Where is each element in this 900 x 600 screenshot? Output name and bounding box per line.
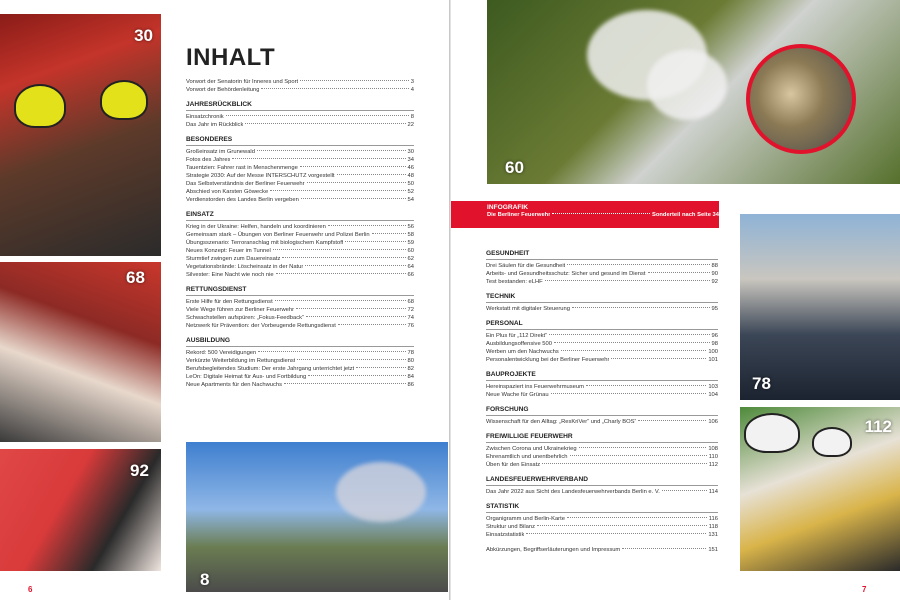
entry-page: 112 [708, 462, 718, 468]
dot-leader [307, 182, 406, 183]
toc-section [186, 136, 414, 204]
entry-title: Wissenschaft für den Alltag: „ResKriVer“ und „Charly BOS“ [486, 419, 637, 425]
section-heading: FORSCHUNG [486, 406, 718, 416]
entry-page: 8 [410, 114, 414, 120]
entry-title: Arbeits- und Gesundheitsschutz: Sicher und gesund im Dienst [486, 271, 646, 277]
dot-leader [270, 190, 405, 191]
photo-resuscitation-training [0, 262, 161, 442]
dot-leader [638, 420, 706, 421]
toc-section [486, 406, 718, 426]
dot-leader [554, 342, 710, 343]
dot-leader [273, 249, 406, 250]
dot-leader [232, 158, 405, 159]
section-heading: GESUNDHEIT [486, 250, 718, 260]
toc-entry[interactable] [486, 461, 718, 469]
entry-title: Neue Apartments für den Nachwuchs [186, 382, 283, 388]
entry-page: 4 [410, 87, 414, 93]
entry-page: 95 [711, 306, 718, 312]
entry-page: 46 [407, 165, 414, 171]
dot-leader [572, 307, 710, 308]
entry-title: Netzwerk für Prävention: der Vorbeugende Rettungsdienst [186, 323, 336, 329]
dot-leader [297, 359, 405, 360]
toc-section [186, 337, 414, 389]
photo-page-number: 8 [200, 570, 210, 589]
entry-page: 52 [407, 189, 414, 195]
entry-title: Werben um den Nachwuchs [486, 349, 559, 355]
entry-title: Silvester: Eine Nacht wie noch nie [186, 272, 274, 278]
entry-title: Neues Konzept: Feuer im Tunnel [186, 248, 271, 254]
dot-leader [245, 123, 405, 124]
dot-leader [662, 490, 707, 491]
dot-leader [552, 213, 650, 214]
photo-page-number: 92 [130, 461, 149, 480]
toc-entry[interactable] [186, 247, 414, 255]
toc-entry[interactable] [486, 348, 718, 356]
toc-entry[interactable] [186, 271, 414, 279]
dot-leader [537, 525, 707, 526]
entry-title: Abschied von Karsten Göwecke [186, 189, 269, 195]
dot-leader [284, 383, 406, 384]
photo-panel-discussion [0, 449, 161, 571]
dot-leader [561, 350, 707, 351]
entry-title: Erste Hilfe für den Rettungsdienst [186, 299, 273, 305]
entry-page: 3 [410, 79, 414, 85]
entry-page: 72 [407, 307, 414, 313]
entry-page: Sonderteil nach Seite 34 [651, 212, 719, 218]
entry-title: Gemeinsam stark – Übungen von Berliner Feuerwehr und Polizei Berlin [186, 232, 370, 238]
toc-left-column [186, 78, 414, 396]
entry-page: 59 [407, 240, 414, 246]
entry-title: Vorwort der Behördenleitung [186, 87, 260, 93]
toc-section [186, 211, 414, 279]
entry-title: Ehrenamtlich und unentbehrlich [486, 454, 568, 460]
toc-entry[interactable] [186, 86, 414, 94]
toc-entry[interactable] [486, 262, 718, 270]
folio-left: 6 [28, 585, 33, 594]
toc-entry[interactable] [486, 523, 718, 531]
entry-page: 50 [407, 181, 414, 187]
photo-swearing-in-ceremony [740, 214, 900, 400]
toc-entry[interactable] [486, 383, 718, 391]
entry-title: Schwachstellen aufspüren: „Fokus-Feedback“ [186, 315, 304, 321]
entry-title: Verdienstorden des Landes Berlin vergeben [186, 197, 299, 203]
entry-page: 104 [708, 392, 718, 398]
entry-page: 74 [407, 315, 414, 321]
toc-section [486, 371, 718, 399]
dot-leader [261, 88, 408, 89]
dot-leader [275, 300, 406, 301]
entry-title: Großeinsatz im Grunewald [186, 149, 255, 155]
section-heading: BESONDERES [186, 136, 414, 146]
section-heading: STATISTIK [486, 503, 718, 513]
dot-leader [305, 265, 405, 266]
entry-title: Vegetationsbrände: Löscheinsatz in der Natur [186, 264, 304, 270]
entry-page: 116 [708, 516, 718, 522]
entry-title: Das Selbstverständnis der Berliner Feuerwehr [186, 181, 305, 187]
toc-entry[interactable] [486, 515, 718, 523]
entry-title: Einsatzstatistik [486, 532, 525, 538]
entry-title: Die Berliner Feuerwehr [487, 212, 551, 218]
dot-leader [356, 367, 405, 368]
entry-page: 110 [708, 454, 718, 460]
toc-section [486, 250, 718, 286]
dot-leader [570, 455, 707, 456]
dot-leader [622, 548, 706, 549]
toc-entry[interactable] [186, 148, 414, 156]
toc-entry[interactable] [186, 223, 414, 231]
section-heading: EINSATZ [186, 211, 414, 221]
dot-leader [338, 324, 406, 325]
entry-page: 103 [708, 384, 718, 390]
entry-title: Ein Plus für „112 Direkt“ [486, 333, 548, 339]
photo-page-number: 60 [505, 158, 524, 177]
toc-entry[interactable] [186, 231, 414, 239]
toc-entry[interactable] [186, 164, 414, 172]
dot-leader [586, 385, 706, 386]
entry-title: Werkstatt mit digitaler Steuerung [486, 306, 570, 312]
toc-entry[interactable] [486, 453, 718, 461]
dot-leader [308, 375, 405, 376]
entry-title: Abkürzungen, Begriffserläuterungen und Impressum [486, 547, 621, 553]
entry-title: Sturmtief zwingen zum Dauereinsatz [186, 256, 281, 262]
section-heading: TECHNIK [486, 293, 718, 303]
entry-page: 86 [407, 382, 414, 388]
entry-page: 98 [711, 341, 718, 347]
toc-entry[interactable] [186, 322, 414, 330]
entry-title: Neue Wache für Grünau [486, 392, 549, 398]
entry-page: 92 [711, 279, 718, 285]
toc-entry[interactable] [186, 239, 414, 247]
toc-entry[interactable] [186, 196, 414, 204]
toc-section [486, 320, 718, 364]
toc-right-column [486, 250, 718, 561]
helmet-shape [100, 80, 148, 120]
dot-leader [549, 334, 709, 335]
photo-house-fire-extinguishing [186, 442, 448, 592]
section-heading: JAHRESRÜCKBLICK [186, 101, 414, 111]
dot-leader [296, 308, 405, 309]
entry-title: Drei Säulen für die Gesundheit [486, 263, 566, 269]
entry-title: Struktur und Bilanz [486, 524, 535, 530]
toc-entry[interactable] [186, 180, 414, 188]
entry-title: Fotos des Jahres [186, 157, 231, 163]
infografik-entry[interactable] [487, 211, 719, 219]
entry-page: 106 [708, 419, 718, 425]
page-fold [449, 0, 451, 600]
dot-leader [301, 198, 406, 199]
dot-leader [526, 533, 706, 534]
entry-title: Üben für den Einsatz [486, 462, 541, 468]
entry-title: LeOn: Digitale Heimat für Aus- und Fortbildung [186, 374, 307, 380]
entry-title: Organigramm und Berlin-Karte [486, 516, 565, 522]
entry-page: 48 [407, 173, 414, 179]
infografik-heading: INFOGRAFIK [487, 204, 529, 211]
toc-entry[interactable] [486, 531, 718, 539]
dot-leader [306, 316, 406, 317]
entry-page: 64 [407, 264, 414, 270]
toc-section [486, 293, 718, 313]
dot-leader [257, 150, 406, 151]
toc-entry[interactable] [486, 488, 718, 496]
entry-title: Strategie 2030: Auf der Messe INTERSCHUTZ vorgestellt [186, 173, 335, 179]
entry-page: 54 [407, 197, 414, 203]
toc-entry[interactable] [486, 270, 718, 278]
toc-entry[interactable] [186, 255, 414, 263]
entry-title: Ausbildungsoffensive 500 [486, 341, 552, 347]
entry-page: 34 [407, 157, 414, 163]
dot-leader [611, 358, 706, 359]
entry-title: Personalentwicklung bei der Berliner Feuerwehr [486, 357, 610, 363]
toc-entry[interactable] [486, 445, 718, 453]
entry-title: Test bestanden: eLHF [486, 279, 543, 285]
dot-leader [282, 257, 405, 258]
toc-section [486, 433, 718, 469]
entry-page: 66 [407, 272, 414, 278]
entry-page: 151 [708, 547, 718, 553]
entry-page: 68 [407, 299, 414, 305]
entry-title: Rekord: 500 Vereidigungen [186, 350, 257, 356]
section-heading: BAUPROJEKTE [486, 371, 718, 381]
toc-section [186, 286, 414, 330]
helmet-shape [812, 427, 852, 457]
dot-leader [542, 463, 707, 464]
dot-leader [300, 166, 406, 167]
toc-entry[interactable] [186, 263, 414, 271]
entry-page: 58 [407, 232, 414, 238]
photo-firefighters-thermal-camera [0, 14, 161, 256]
toc-entry[interactable] [486, 356, 718, 364]
toc-entry[interactable] [486, 332, 718, 340]
entry-title: Krieg in der Ukraine: Helfen, handeln und koordinieren [186, 224, 326, 230]
section-heading: RETTUNGSDIENST [186, 286, 414, 296]
toc-entry[interactable] [186, 306, 414, 314]
dot-leader [648, 272, 710, 273]
toc-entry[interactable] [186, 188, 414, 196]
toc-entry[interactable] [186, 373, 414, 381]
toc-section [186, 78, 414, 94]
photo-page-number: 112 [864, 417, 892, 436]
entry-page: 108 [708, 446, 718, 452]
toc-entry[interactable] [186, 381, 414, 389]
section-heading: LANDESFEUERWEHRVERBAND [486, 476, 718, 486]
dot-leader [226, 115, 409, 116]
dot-leader [258, 351, 405, 352]
photo-page-number: 30 [134, 26, 153, 45]
helmet-shape [14, 84, 66, 128]
toc-section [486, 546, 718, 554]
entry-page: 56 [407, 224, 414, 230]
toc-entry[interactable] [486, 418, 718, 426]
infografik-banner [451, 201, 719, 228]
section-heading: AUSBILDUNG [186, 337, 414, 347]
toc-entry[interactable] [186, 121, 414, 129]
smoke-shape [647, 50, 727, 120]
toc-entry[interactable] [186, 365, 414, 373]
entry-page: 60 [407, 248, 414, 254]
entry-page: 114 [708, 489, 718, 495]
toc-entry[interactable] [486, 391, 718, 399]
section-heading: FREIWILLIGE FEUERWEHR [486, 433, 718, 443]
entry-title: Zwischen Corona und Ukrainekrieg [486, 446, 577, 452]
toc-section [186, 101, 414, 129]
page-title: INHALT [186, 44, 276, 71]
entry-page: 101 [708, 357, 718, 363]
entry-page: 118 [708, 524, 718, 530]
toc-section [486, 503, 718, 539]
entry-page: 96 [711, 333, 718, 339]
entry-page: 82 [407, 366, 414, 372]
dot-leader [328, 225, 406, 226]
toc-entry[interactable] [486, 305, 718, 313]
entry-title: Übungsszenario: Terroranschlag mit biologischem Kampfstoff [186, 240, 344, 246]
toc-entry[interactable] [186, 314, 414, 322]
section-heading: PERSONAL [486, 320, 718, 330]
dot-leader [372, 233, 406, 234]
dot-leader [567, 517, 707, 518]
entry-page: 78 [407, 350, 414, 356]
photo-page-number: 78 [752, 374, 771, 393]
dot-leader [551, 393, 707, 394]
dot-leader [337, 174, 406, 175]
entry-page: 88 [711, 263, 718, 269]
entry-title: Vorwort der Senatorin für Inneres und Sport [186, 79, 299, 85]
dot-leader [579, 447, 707, 448]
entry-title: Einsatzchronik [186, 114, 224, 120]
photo-page-number: 68 [126, 268, 145, 287]
toc-section [486, 476, 718, 496]
entry-page: 100 [708, 349, 718, 355]
toc-entry[interactable] [186, 357, 414, 365]
entry-page: 62 [407, 256, 414, 262]
smoke-shape [336, 462, 426, 522]
toc-entry[interactable] [486, 278, 718, 286]
folio-right: 7 [862, 585, 867, 594]
entry-title: Das Jahr im Rückblick [186, 122, 244, 128]
toc-entry[interactable] [186, 349, 414, 357]
toc-entry[interactable] [186, 78, 414, 86]
entry-title: Tauentzien: Fahrer rast in Menschenmenge [186, 165, 298, 171]
entry-page: 30 [407, 149, 414, 155]
toc-entry[interactable] [186, 172, 414, 180]
toc-entry[interactable] [186, 113, 414, 121]
entry-title: Berufsbegleitendes Studium: Der erste Jahrgang unterrichtet jetzt [186, 366, 355, 372]
entry-title: Viele Wege führen zur Berliner Feuerwehr [186, 307, 295, 313]
dot-leader [567, 264, 709, 265]
dot-leader [300, 80, 409, 81]
dot-leader [545, 280, 710, 281]
dot-leader [276, 273, 406, 274]
toc-entry[interactable] [186, 156, 414, 164]
entry-page: 80 [407, 358, 414, 364]
photo-inset-firefighters-drone [746, 44, 856, 154]
toc-entry[interactable] [186, 298, 414, 306]
helmet-shape [744, 413, 800, 453]
dot-leader [345, 241, 405, 242]
entry-page: 22 [407, 122, 414, 128]
photo-volunteer-firefighters [740, 407, 900, 571]
toc-entry[interactable] [486, 340, 718, 348]
entry-page: 76 [407, 323, 414, 329]
entry-title: Das Jahr 2022 aus Sicht des Landesfeuerwehrverbands Berlin e. V. [486, 489, 660, 495]
toc-entry[interactable] [486, 546, 718, 554]
entry-title: Verkürzte Weiterbildung im Rettungsdienst [186, 358, 296, 364]
entry-title: Hereinspaziert ins Feuerwehrmuseum [486, 384, 584, 390]
entry-page: 131 [708, 532, 718, 538]
entry-page: 84 [407, 374, 414, 380]
entry-page: 90 [711, 271, 718, 277]
